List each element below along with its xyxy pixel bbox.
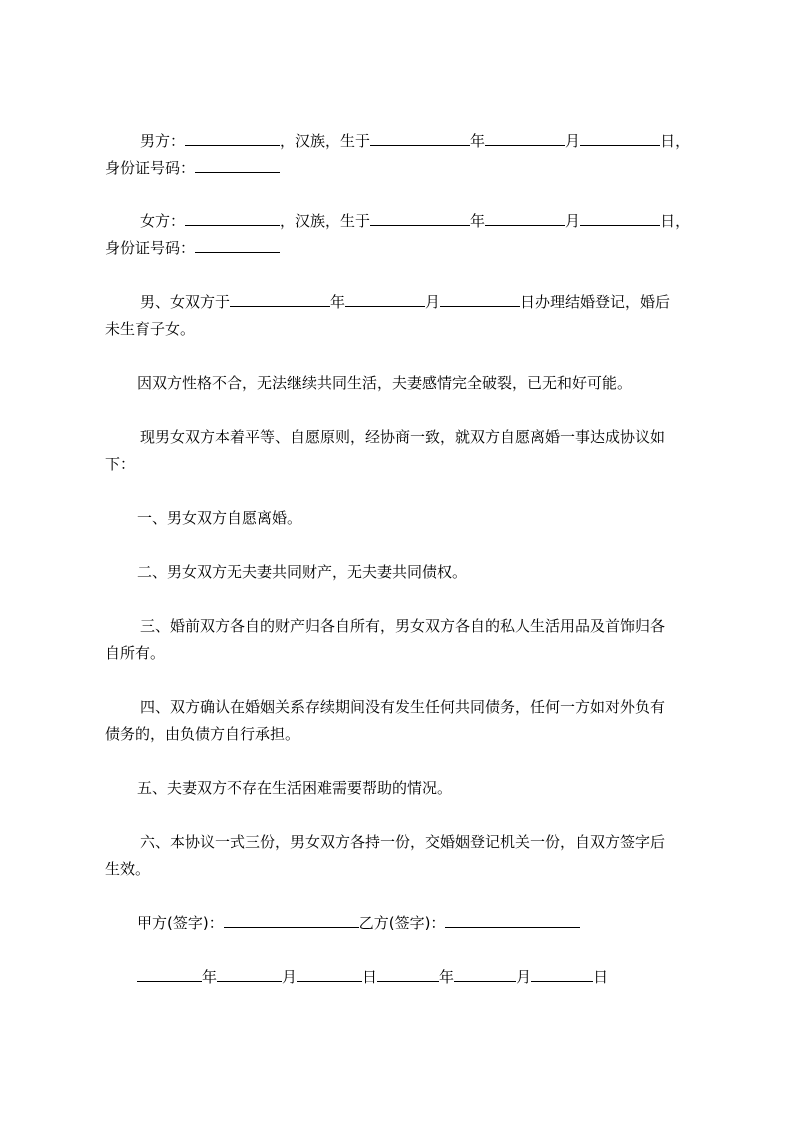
female-id-line	[105, 238, 705, 258]
female-birth-day-blank[interactable]	[580, 211, 660, 226]
female-label: 女方：	[140, 212, 186, 230]
intro-line-1: 现男女双方本着平等、自愿原则，经协商一致，就双方自愿离婚一事达成协议如	[140, 428, 666, 446]
signature-line	[105, 913, 737, 933]
clause-3-line-1: 三、婚前双方各自的财产归各自所有，男女双方各自的私人生活用品及首饰归各	[140, 617, 666, 635]
party-a-signature-blank[interactable]	[224, 913, 359, 928]
female-info-line	[105, 211, 740, 231]
male-birth-month-blank[interactable]	[485, 131, 565, 146]
party-b-month-blank[interactable]	[454, 967, 516, 982]
marriage-prefix: 男、女双方于	[140, 293, 231, 311]
party-b-day-blank[interactable]	[531, 967, 593, 982]
marriage-line	[105, 292, 740, 312]
party-b-label: 乙方(签字)：	[358, 914, 446, 932]
year-label: 年	[439, 968, 455, 986]
party-a-month-blank[interactable]	[217, 967, 282, 982]
clause-5: 五、夫妻双方不存在生活困难需要帮助的情况。	[137, 779, 453, 797]
female-birth-month-blank[interactable]	[485, 211, 565, 226]
female-id-label: 身份证号码：	[105, 239, 196, 257]
month-label: 月	[516, 968, 532, 986]
female-name-blank[interactable]	[185, 211, 280, 226]
clause-1: 一、男女双方自愿离婚。	[137, 509, 303, 527]
intro-line-2: 下：	[105, 455, 136, 473]
clause-6-line-1: 六、本协议一式三份，男女双方各持一份，交婚姻登记机关一份，自双方签字后	[140, 833, 666, 851]
clause-4-line-1: 四、双方确认在婚姻关系存续期间没有发生任何共同债务，任何一方如对外负有	[140, 698, 666, 716]
clause-4-line-2: 债务的，由负债方自行承担。	[105, 725, 301, 743]
female-birth-year-blank[interactable]	[370, 211, 470, 226]
month-label: 月	[565, 132, 581, 150]
party-a-day-blank[interactable]	[297, 967, 362, 982]
month-label: 月	[282, 968, 298, 986]
party-a-year-blank[interactable]	[137, 967, 202, 982]
month-label: 月	[425, 293, 441, 311]
clause-2: 二、男女双方无夫妻共同财产，无夫妻共同债权。	[137, 563, 468, 581]
male-name-blank[interactable]	[185, 131, 280, 146]
day-label: 日	[593, 968, 609, 986]
year-label: 年	[330, 293, 346, 311]
day-label: 日，	[660, 212, 691, 230]
female-ethnic-text: ，汉族，生于	[280, 212, 371, 230]
clause-6-line-2: 生效。	[105, 860, 151, 878]
male-id-blank[interactable]	[195, 158, 280, 173]
marriage-suffix: 日办理结婚登记，婚后	[520, 293, 671, 311]
day-label: 日，	[660, 132, 691, 150]
clause-3-line-2: 自所有。	[105, 644, 166, 662]
date-line	[105, 967, 737, 987]
day-label: 日	[362, 968, 378, 986]
party-b-signature-blank[interactable]	[445, 913, 580, 928]
marriage-month-blank[interactable]	[345, 292, 425, 307]
party-b-year-blank[interactable]	[377, 967, 439, 982]
marriage-line-2: 未生育子女。	[105, 320, 196, 338]
month-label: 月	[565, 212, 581, 230]
male-birth-year-blank[interactable]	[370, 131, 470, 146]
male-id-line	[105, 158, 705, 178]
marriage-year-blank[interactable]	[230, 292, 330, 307]
year-label: 年	[470, 212, 486, 230]
male-info-line	[105, 131, 740, 151]
male-label: 男方：	[140, 132, 186, 150]
male-ethnic-text: ，汉族，生于	[280, 132, 371, 150]
year-label: 年	[202, 968, 218, 986]
male-id-label: 身份证号码：	[105, 159, 196, 177]
marriage-day-blank[interactable]	[440, 292, 520, 307]
year-label: 年	[470, 132, 486, 150]
male-birth-day-blank[interactable]	[580, 131, 660, 146]
reason-paragraph: 因双方性格不合，无法继续共同生活，夫妻感情完全破裂，已无和好可能。	[137, 374, 633, 392]
female-id-blank[interactable]	[195, 238, 280, 253]
party-a-label: 甲方(签字)：	[137, 914, 224, 932]
